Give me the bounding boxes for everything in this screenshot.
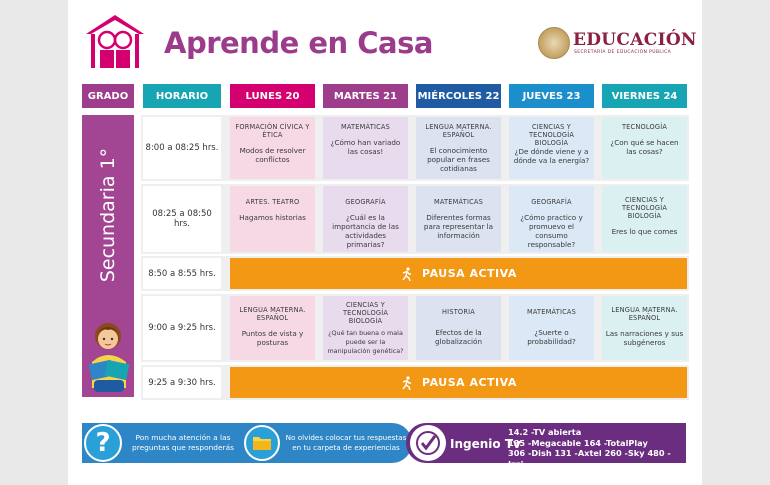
- grade-label: Secundaria 1°: [97, 147, 120, 283]
- class-cell: TECNOLOGÍA ¿Con qué se hacen las cosas?: [602, 117, 687, 179]
- child-reading-icon: [86, 318, 132, 394]
- right-margin: [702, 0, 770, 485]
- header-grado: GRADO: [82, 84, 134, 108]
- tip-folder: No olvides colocar tus respuestas en tu carpeta de experiencias: [285, 433, 407, 452]
- running-person-icon: [400, 376, 414, 390]
- schedule-page: [68, 0, 700, 485]
- tv-channels: 14.2 -TV abierta 135 -Megacable 164 -TotalPlay 306 -Dish 131 -Axtel 260 -Sky 480 -Izzi: [508, 427, 671, 469]
- class-cell: LENGUA MATERNA. ESPAÑOL Las narraciones y sus subgéneros: [602, 296, 687, 360]
- class-cell: GEOGRAFÍA ¿Cómo practico y promuevo el consumo responsable?: [509, 186, 594, 252]
- header-martes: MARTES 21: [323, 84, 408, 108]
- ministry-name: EDUCACIÓN: [573, 30, 697, 50]
- pausa-activa-banner: PAUSA ACTIVA: [230, 367, 687, 398]
- header-viernes: VIERNES 24: [602, 84, 687, 108]
- class-cell: CIENCIAS Y TECNOLOGÍA BIOLOGÍA Eres lo que comes: [602, 186, 687, 252]
- question-mark-icon: ?: [84, 424, 122, 462]
- tip-attention: Pon mucha atención a las preguntas que responderás: [132, 433, 234, 452]
- footer-bar: [82, 423, 686, 469]
- pausa-activa-banner: PAUSA ACTIVA: [230, 258, 687, 289]
- class-cell: CIENCIAS Y TECNOLOGÍA BIOLOGÍA ¿De dónde viene y a dónde va la energía?: [509, 117, 594, 179]
- class-cell: MATEMÁTICAS Diferentes formas para representar la información: [416, 186, 501, 252]
- class-cell: GEOGRAFÍA ¿Cuál es la importancia de las actividades primarias?: [323, 186, 408, 252]
- class-cell: ARTES. TEATRO Hagamos historias: [230, 186, 315, 252]
- time-slot: 08:25 a 08:50 hrs.: [143, 186, 221, 252]
- class-cell: LENGUA MATERNA. ESPAÑOL El conocimiento popular en frases cotidianas: [416, 117, 501, 179]
- ingenio-tv-brand: Ingenio Tv: [450, 437, 521, 451]
- header-lunes: LUNES 20: [230, 84, 315, 108]
- class-cell: FORMACIÓN CÍVICA Y ÉTICA Modos de resolver conflictos: [230, 117, 315, 179]
- national-seal-icon: [538, 27, 570, 59]
- class-cell: MATEMÁTICAS ¿Suerte o probabilidad?: [509, 296, 594, 360]
- header-jueves: JUEVES 23: [509, 84, 594, 108]
- time-slot: 9:00 a 9:25 hrs.: [143, 296, 221, 360]
- time-slot: 8:50 a 8:55 hrs.: [143, 258, 221, 289]
- check-icon: [410, 425, 446, 461]
- class-cell: HISTORIA Efectos de la globalización: [416, 296, 501, 360]
- header-horario: HORARIO: [143, 84, 221, 108]
- time-slot: 9:25 a 9:30 hrs.: [143, 367, 221, 398]
- page-title: Aprende en Casa: [164, 26, 433, 60]
- house-logo-icon: [82, 12, 148, 70]
- header-miercoles: MIÉRCOLES 22: [416, 84, 501, 108]
- class-cell: MATEMÁTICAS ¿Cómo han variado las cosas!: [323, 117, 408, 179]
- running-person-icon: [400, 267, 414, 281]
- ministry-subtitle: SECRETARÍA DE EDUCACIÓN PÚBLICA: [574, 50, 672, 55]
- folder-icon: [244, 425, 280, 461]
- class-cell: CIENCIAS Y TECNOLOGÍA BIOLOGÍA ¿Qué tan buena o mala puede ser la manipulación genética?: [323, 296, 408, 360]
- left-margin: [0, 0, 68, 485]
- class-cell: LENGUA MATERNA. ESPAÑOL Puntos de vista y posturas: [230, 296, 315, 360]
- time-slot: 8:00 a 08:25 hrs.: [143, 117, 221, 179]
